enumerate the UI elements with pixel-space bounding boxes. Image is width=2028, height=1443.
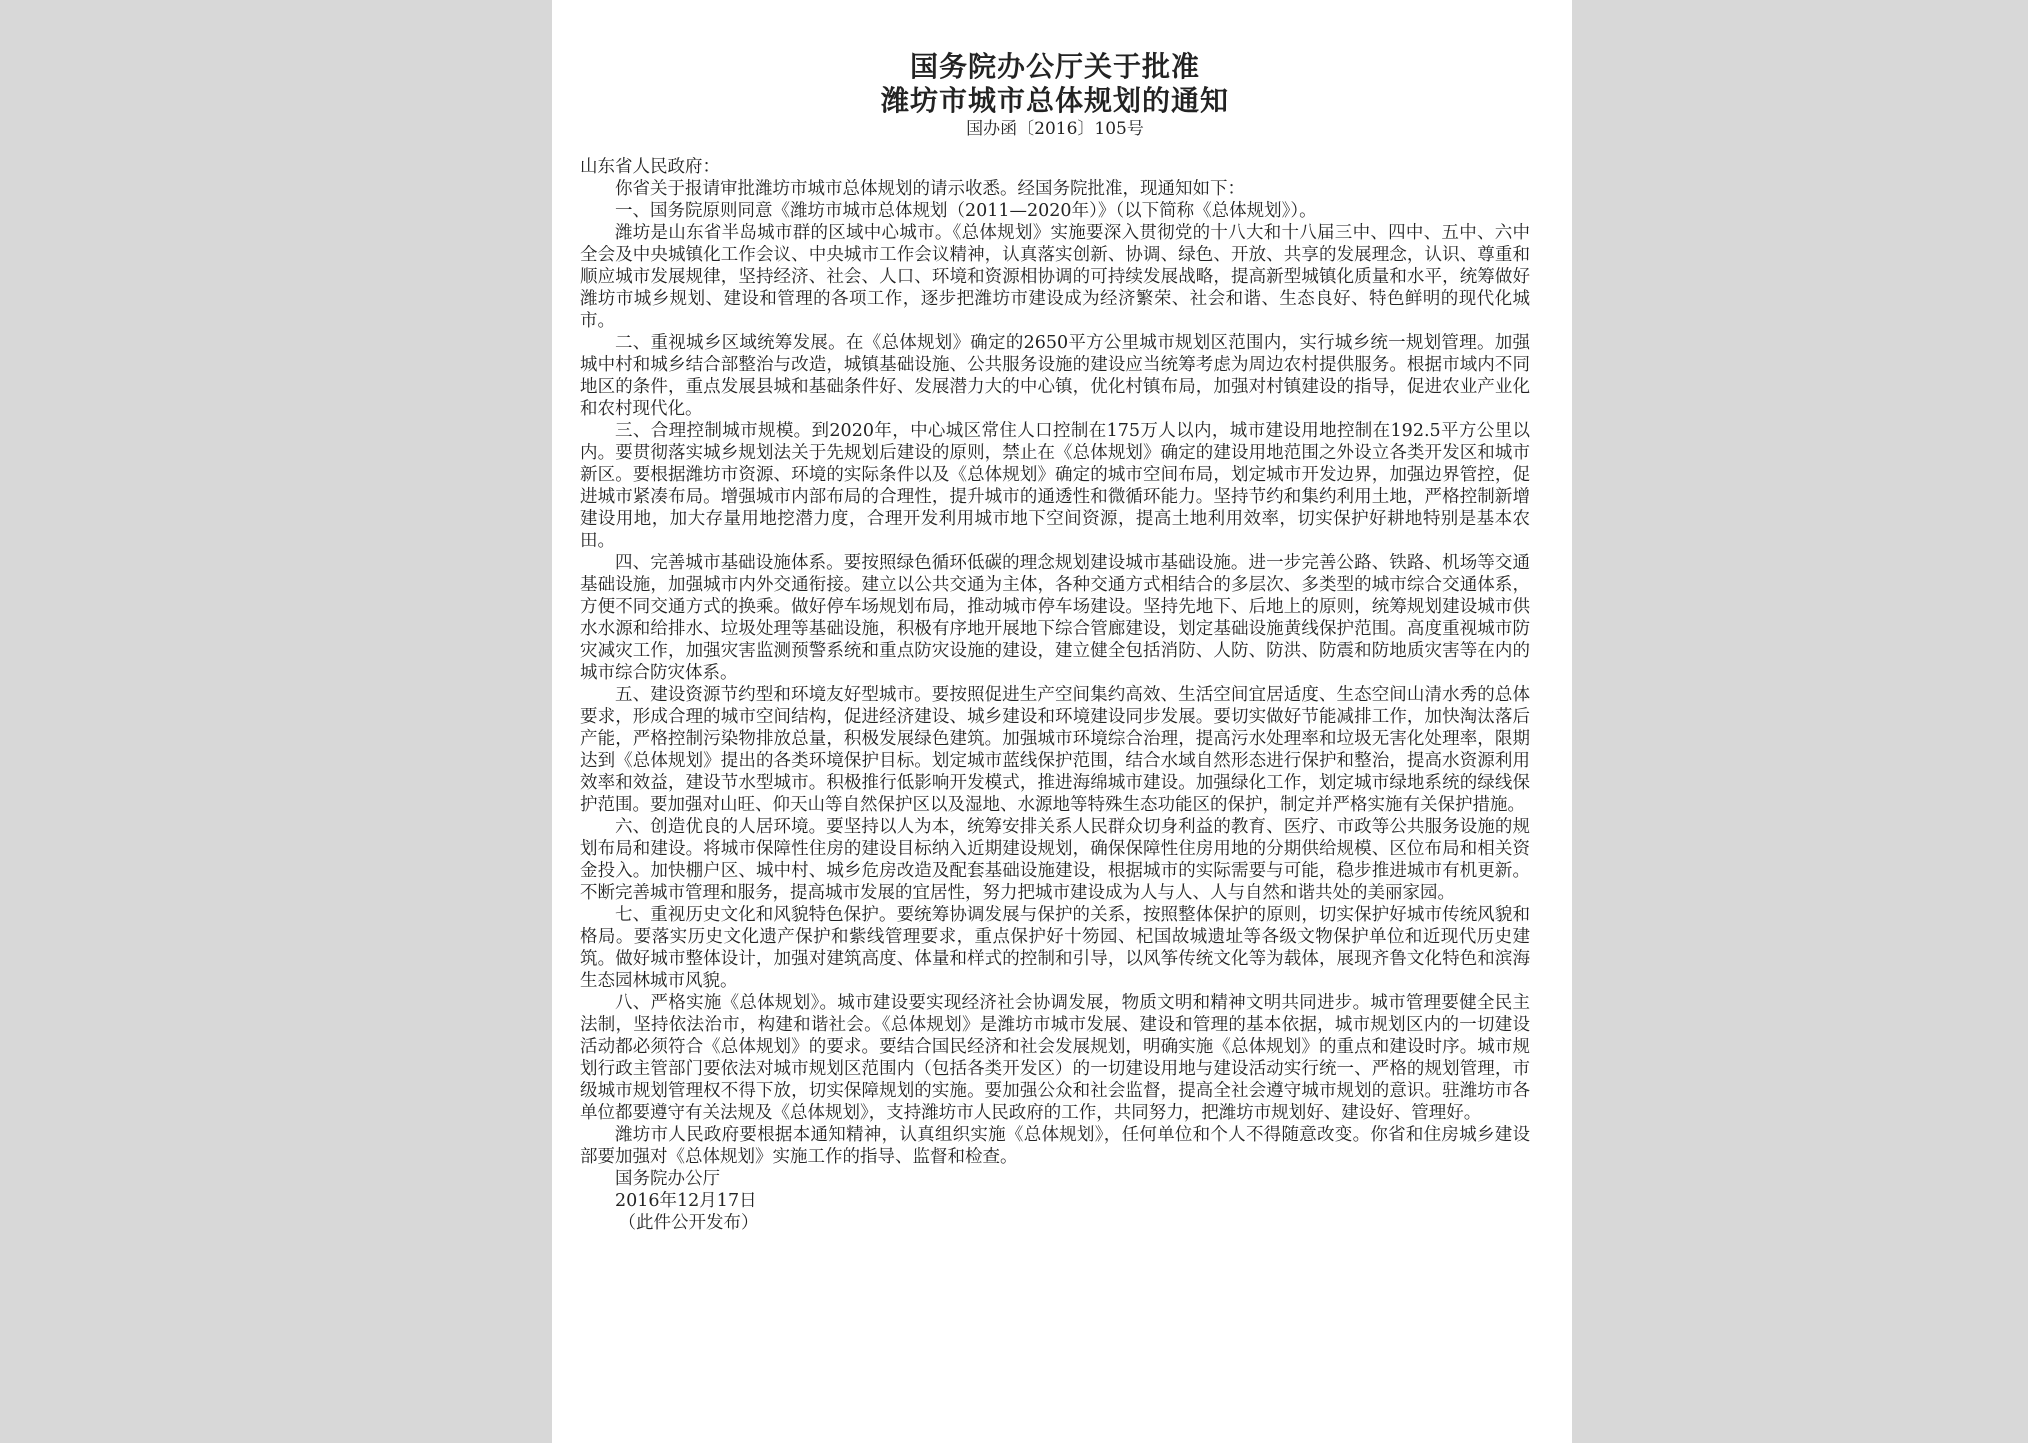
paragraph-item-7: 七、重视历史文化和风貌特色保护。要统筹协调发展与保护的关系，按照整体保护的原则，切实保护好城市传统风貌和格局。要落实历史文化遗产保护和紫线管理要求，重点保护好十笏园、杞国故城遗址等各级文物保护单位和近现代历史建筑。做好城市整体设计，加强对建筑高度、体量和样式的控制和引导，以风筝传统文化等为载体，展现齐鲁文化特色和滨海生态园林城市风貌。 <box>580 905 1530 991</box>
paragraph-intro: 你省关于报请审批潍坊市城市总体规划的请示收悉。经国务院批准，现通知如下： <box>615 179 1245 199</box>
paragraph-item-6: 六、创造优良的人居环境。要坚持以人为本，统筹安排关系人民群众切身利益的教育、医疗、市政等公共服务设施的规划布局和建设。将城市保障性住房的建设目标纳入近期建设规划，确保保障性住房用地的分期供给规模、区位布局和相关资金投入。加快棚户区、城中村、城乡危房改造及配套基础设施建设，根据城市的实际需要与可能，稳步推进城市有机更新。不断完善城市管理和服务，提高城市发展的宜居性，努力把城市建设成为人与人、人与自然和谐共处的美丽家园。 <box>580 817 1530 903</box>
document-body <box>580 156 1530 1168</box>
document-number: 国办函〔2016〕105号 <box>966 119 1144 139</box>
paragraph-item-4: 四、完善城市基础设施体系。要按照绿色循环低碳的理念规划建设城市基础设施。进一步完善公路、铁路、机场等交通基础设施，加强城市内外交通衔接。建立以公共交通为主体，各种交通方式相结合的多层次、多类型的城市综合交通体系，方便不同交通方式的换乘。做好停车场规划布局，推动城市停车场建设。坚持先地下、后地上的原则，统筹规划建设城市供水水源和给排水、垃圾处理等基础设施，积极有序地开展地下综合管廊建设，划定基础设施黄线保护范围。高度重视城市防灾减灾工作，加强灾害监测预警系统和重点防灾设施的建设，建立健全包括消防、人防、防洪、防震和防地质灾害等在内的城市综合防灾体系。 <box>580 553 1530 683</box>
paragraph-city-positioning: 潍坊是山东省半岛城市群的区域中心城市。《总体规划》实施要深入贯彻党的十八大和十八届三中、四中、五中、六中全会及中央城镇化工作会议、中央城市工作会议精神，认真落实创新、协调、绿色、开放、共享的发展理念，认识、尊重和顺应城市发展规律，坚持经济、社会、人口、环境和资源相协调的可持续发展战略，提高新型城镇化质量和水平，统筹做好潍坊市城乡规划、建设和管理的各项工作，逐步把潍坊市建设成为经济繁荣、社会和谐、生态良好、特色鲜明的现代化城市。 <box>580 223 1530 331</box>
paragraph-item-1: 一、国务院原则同意《潍坊市城市总体规划（2011—2020年）》（以下简称《总体规划》）。 <box>615 201 1317 221</box>
document-page <box>552 0 1572 1443</box>
signature-date: 2016年12月17日 <box>615 1191 757 1211</box>
paragraph-item-3: 三、合理控制城市规模。到2020年，中心城区常住人口控制在175万人以内，城市建设用地控制在192.5平方公里以内。要贯彻落实城乡规划法关于先规划后建设的原则，禁止在《总体规划》确定的建设用地范围之外设立各类开发区和城市新区。要根据潍坊市资源、环境的实际条件以及《总体规划》确定的城市空间布局，划定城市开发边界，加强边界管控，促进城市紧凑布局。增强城市内部布局的合理性，提升城市的通透性和微循环能力。坚持节约和集约利用土地，严格控制新增建设用地，加大存量用地挖潜力度，合理开发利用城市地下空间资源，提高土地利用效率，切实保护好耕地特别是基本农田。 <box>580 421 1530 551</box>
paragraph-item-8: 八、严格实施《总体规划》。城市建设要实现经济社会协调发展，物质文明和精神文明共同进步。城市管理要健全民主法制，坚持依法治市，构建和谐社会。《总体规划》是潍坊市城市发展、建设和管理的基本依据，城市规划区内的一切建设活动都必须符合《总体规划》的要求。要结合国民经济和社会发展规划，明确实施《总体规划》的重点和建设时序。城市规划行政主管部门要依法对城市规划区范围内（包括各类开发区）的一切建设用地与建设活动实行统一、严格的规划管理，市级城市规划管理权不得下放，切实保障规划的实施。要加强公众和社会监督，提高全社会遵守城市规划的意识。驻潍坊市各单位都要遵守有关法规及《总体规划》，支持潍坊市人民政府的工作，共同努力，把潍坊市规划好、建设好、管理好。 <box>580 993 1530 1123</box>
publication-note: （此件公开发布） <box>618 1213 759 1233</box>
paragraph-item-2: 二、重视城乡区域统筹发展。在《总体规划》确定的2650平方公里城市规划区范围内，实行城乡统一规划管理。加强城中村和城乡结合部整治与改造，城镇基础设施、公共服务设施的建设应当统筹考虑为周边农村提供服务。根据市域内不同地区的条件，重点发展县城和基础条件好、发展潜力大的中心镇，优化村镇布局，加强对村镇建设的指导，促进农业产业化和农村现代化。 <box>580 333 1530 419</box>
title-line-1: 国务院办公厅关于批准 <box>909 50 1200 83</box>
paragraph-item-5: 五、建设资源节约型和环境友好型城市。要按照促进生产空间集约高效、生活空间宜居适度、生态空间山清水秀的总体要求，形成合理的城市空间结构，促进经济建设、城乡建设和环境建设同步发展。要切实做好节能减排工作，加快淘汰落后产能，严格控制污染物排放总量，积极发展绿色建筑。加强城市环境综合治理，提高污水处理率和垃圾无害化处理率，限期达到《总体规划》提出的各类环境保护目标。划定城市蓝线保护范围，结合水域自然形态进行保护和整治，提高水资源利用效率和效益，建设节水型城市。积极推行低影响开发模式，推进海绵城市建设。加强绿化工作，划定城市绿地系统的绿线保护范围。要加强对山旺、仰天山等自然保护区以及湿地、水源地等特殊生态功能区的保护，制定并严格实施有关保护措施。 <box>580 685 1530 815</box>
paragraph-closing: 潍坊市人民政府要根据本通知精神，认真组织实施《总体规划》，任何单位和个人不得随意改变。你省和住房城乡建设部要加强对《总体规划》实施工作的指导、监督和检查。 <box>580 1125 1530 1167</box>
signature-issuer: 国务院办公厅 <box>615 1169 720 1189</box>
title-line-2: 潍坊市城市总体规划的通知 <box>880 84 1229 117</box>
salutation: 山东省人民政府： <box>580 157 720 177</box>
